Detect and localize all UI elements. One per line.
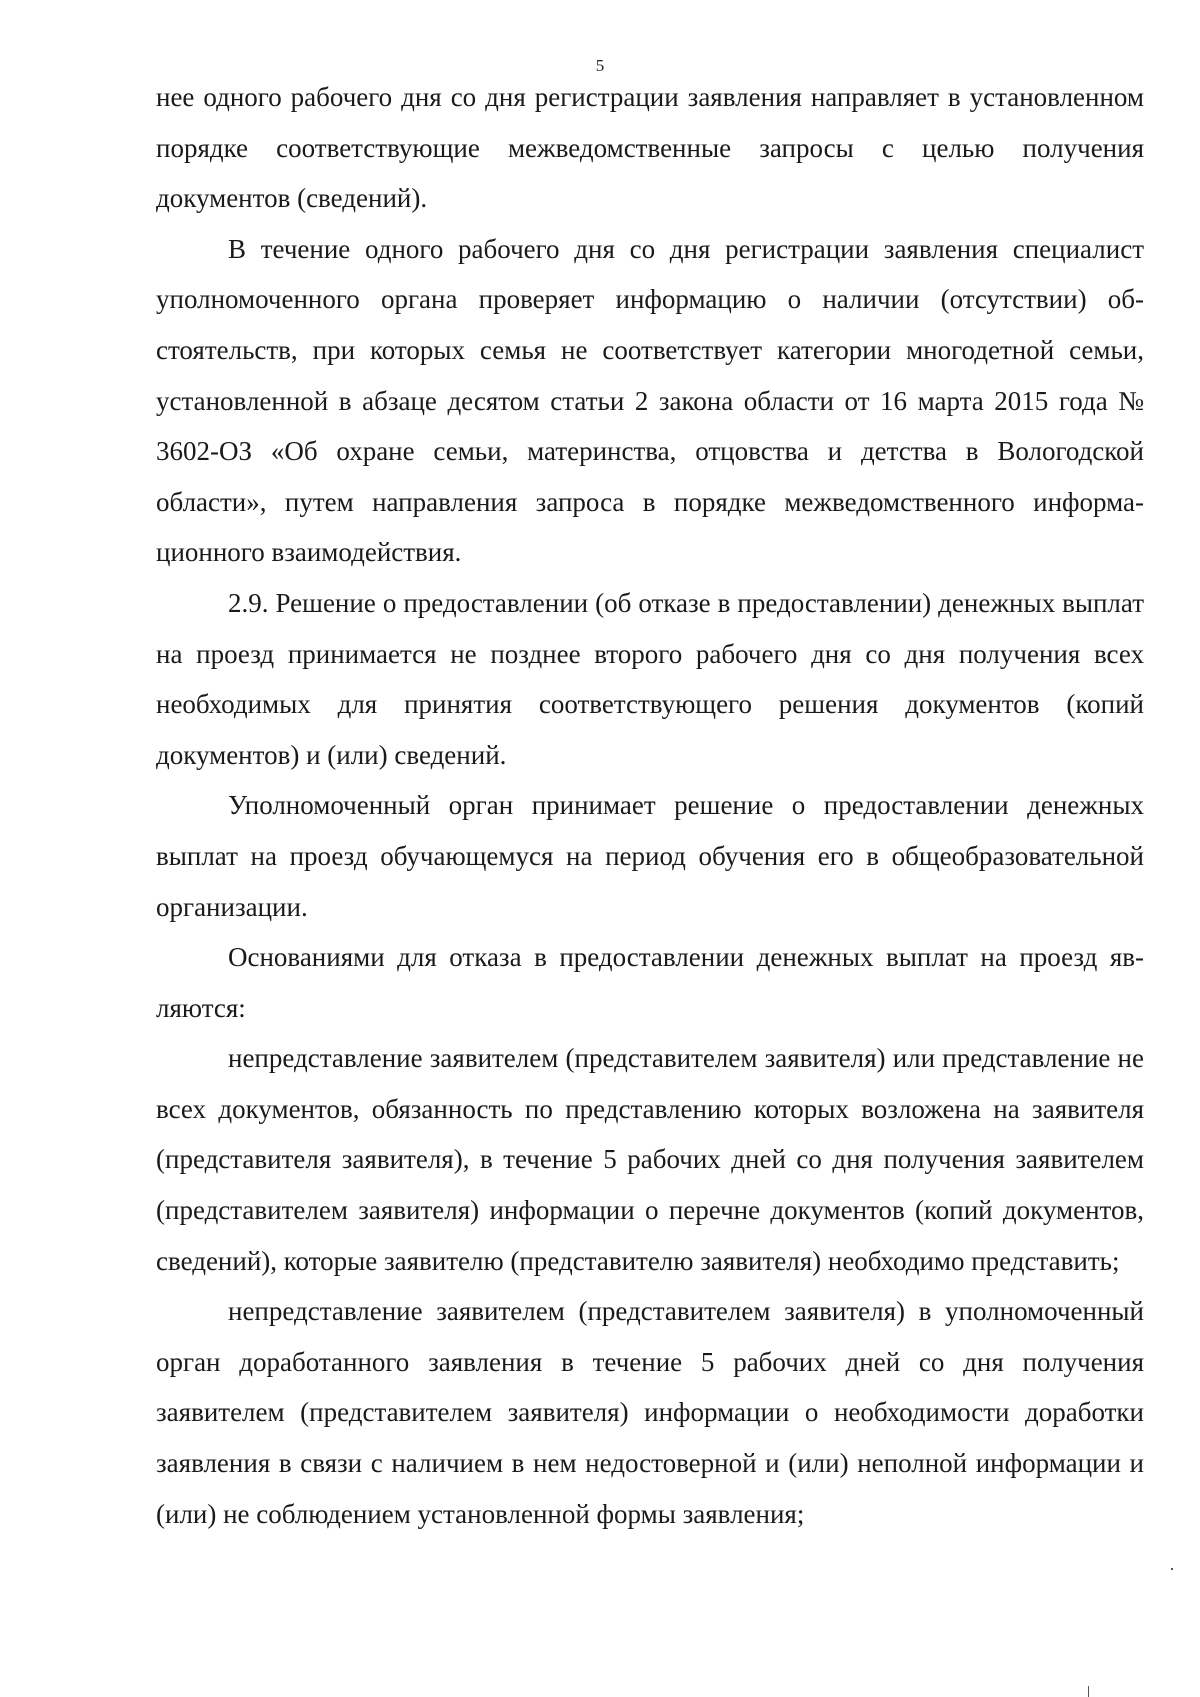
scan-speck bbox=[1171, 1568, 1173, 1570]
paragraph-refusal-grounds: Основаниями для отказа в предоставлении денежных выплат на проезд являются: bbox=[156, 942, 1144, 1023]
paragraph-authority-decision: Уполномоченный орган принимает решение о предоставлении денежных выплат на проезд обучающемуся на период обучения его в общеобразовательной организации. bbox=[156, 790, 1144, 922]
document-body bbox=[156, 72, 1144, 1539]
paragraph-ground-unrevised-application: непредставление заявителем (представителем заявителя) в уполномоченный орган доработанного заявления в течение 5 рабочих дней со дня получения заявителем (представителем заявителя) информации о необходимости доработки заявления в связи с наличием в нем недостоверной и (или) неполной информации и (или) не соблюдением установленной формы заявления; bbox=[156, 1296, 1144, 1529]
paragraph-2-9-decision: 2.9. Решение о предоставлении (об отказе в предоставлении) денежных выплат на проезд принимается не позднее второго рабочего дня со дня получения всех необходимых для принятия соответствующего решения документов (копий документов) и (или) сведений. bbox=[156, 587, 1144, 770]
paragraph-continuation: нее одного рабочего дня со дня регистрации заявления направляет в установленном порядке соответствующие межведомственные запросы с целью получения документов (сведений). bbox=[156, 82, 1144, 214]
scan-tick-mark bbox=[1088, 1686, 1089, 1697]
paragraph-ground-missing-documents: непредставление заявителем (представителем заявителя) или представление не всех документов, обязанность по представлению которых возложена на заявителя (представителя заявителя), в течение 5 рабочих дней со дня получения заявителем (представителем заявителя) информации о перечне документов (копий документов, сведений), которые заявителю (представителю заявителя) необходимо представить; bbox=[156, 1043, 1144, 1276]
paragraph-verification: В течение одного рабочего дня со дня регистрации заявления специалист уполномоченного органа проверяет информацию о наличии (отсутствии) обстоятельств, при которых семья не соответствует категории многодетной семьи, установленной в абзаце десятом статьи 2 закона области от 16 марта 2015 года № 3602-ОЗ «Об охране семьи, материнства, отцовства и детства в Вологодской области», путем направления запроса в порядке межведомственного информационного взаимодействия. bbox=[156, 233, 1144, 568]
page-number: 5 bbox=[595, 56, 605, 75]
